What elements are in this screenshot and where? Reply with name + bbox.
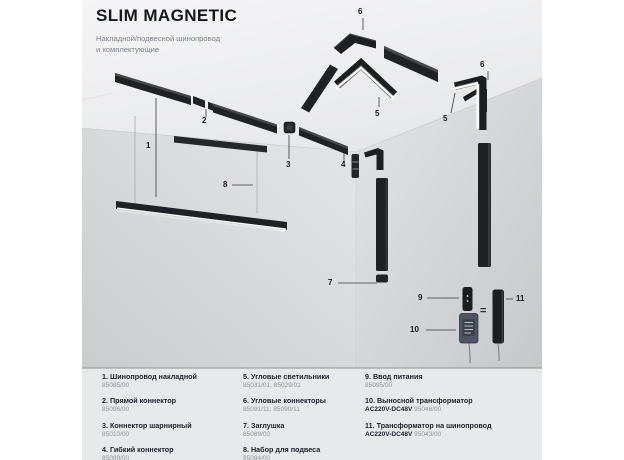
callout-6b: 6 [480,60,485,69]
legend-item-codes: 85095/00 [365,382,393,389]
legend-column-3 [365,372,533,445]
legend-item-title: 6. Угловые коннекторы [243,396,326,406]
subtitle-line-1: Накладной/подвесной шинопровод [96,34,221,43]
callout-2: 2 [202,116,207,125]
legend-item-title: 1. Шинопровод накладной [102,372,197,381]
legend-column-1 [102,372,236,460]
legend-item-code: 95046/00 [414,406,442,414]
callout-4: 4 [341,160,346,169]
legend-item-voltage: AC220V-DC48V [365,406,413,414]
wall-track-left-face [386,179,388,271]
hinge-connector-inner [287,125,293,131]
legend-item-11 [365,421,533,439]
legend-item-codes: 85031/01, 85029/01 [243,382,301,389]
legend-item-codes [365,406,533,414]
legend-item-codes [365,431,533,439]
legend-item-5 [243,372,361,390]
legend-item-1 [102,372,236,390]
callout-10: 10 [410,325,419,334]
equals-sign: = [480,305,487,317]
legend-item-codes: 85096/00 [102,406,130,414]
legend-item-title: 3. Коннектор шарнирный [102,420,192,430]
legend-item-codes: 85010/00 [102,430,130,438]
flexible-connector [352,154,360,178]
callout-9: 9 [418,293,423,302]
legend-item-title: 7. Заглушка [243,420,285,430]
callout-5a: 5 [375,109,380,118]
legend-item-6 [243,396,361,414]
power-input-dot [467,300,469,302]
header [96,6,237,56]
wall-track-right-face [488,144,491,267]
power-input-dot [467,295,469,297]
legend-item-3 [102,421,236,439]
transformer-label [463,319,476,336]
callout-6a: 6 [358,7,363,16]
legend-item-title: 8. Набор для подвеса [243,445,321,455]
callout-5b: 5 [443,114,448,123]
power-input [463,287,473,311]
callout-1: 1 [146,141,151,150]
callout-3: 3 [286,160,291,169]
callout-7: 7 [328,278,333,287]
legend-item-codes: 85091/11, 85090/11 [243,406,300,414]
end-cap [376,275,388,283]
legend-item-title: 10. Выносной трансформатор [365,396,473,406]
legend-item-4 [102,445,236,460]
legend-item-title: 9. Ввод питания [365,372,423,381]
legend-item-codes: 85089/00 [243,430,271,438]
product-card [82,0,542,460]
legend-item-8 [243,445,361,460]
callout-11: 11 [516,294,525,303]
legend-item-10 [365,396,533,414]
callout-8: 8 [223,180,228,189]
legend-item-title: 2. Прямой коннектор [102,396,177,406]
legend-item-title: 11. Трансформатор на шинопровод [365,420,492,430]
legend-item-voltage: AC220V-DC48V [365,430,413,438]
legend-item-title: 4. Гибкий коннектор [102,445,174,455]
legend-item-codes: 85099/00 [102,455,130,460]
legend-item-codes: 85094/00 [243,455,271,460]
legend-item-2 [102,396,236,414]
page-subtitle [96,33,237,56]
legend-item-codes: 85085/00 [102,382,130,389]
legend-item-code: 95043/00 [414,430,442,438]
legend-column-2 [243,372,361,460]
left-wall [82,128,356,368]
legend-item-7 [243,421,361,439]
legend-item-9 [365,372,533,390]
subtitle-line-2: и комплектующие [96,45,160,55]
legend-item-title: 5. Угловые светильники [243,372,330,381]
track-transformer-face [502,291,504,343]
page-title: SLIM MAGNETIC [96,6,238,25]
